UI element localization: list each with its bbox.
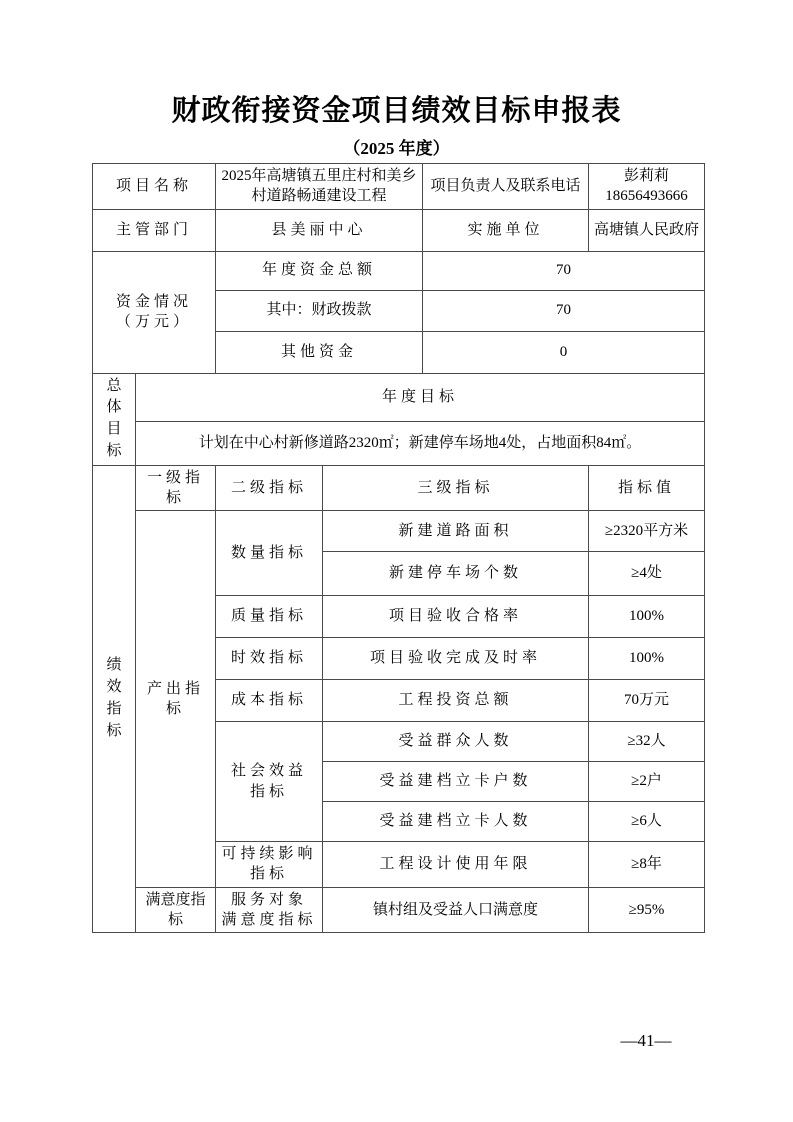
- table-row: [93, 373, 705, 421]
- indicator-value: 70万元: [589, 680, 705, 722]
- dept-value: 县美丽中心: [216, 209, 423, 251]
- indicator-value: 100%: [589, 638, 705, 680]
- indicator-name: 项目验收完成及时率: [323, 638, 589, 680]
- funds-fiscal-value: 70: [423, 290, 705, 331]
- performance-label-text: 绩效指标: [106, 657, 122, 739]
- indicator-value: ≥8年: [589, 842, 705, 888]
- page-subtitle: （2025 年度）: [343, 139, 450, 158]
- table-row: [93, 421, 705, 465]
- contact-value: 彭莉莉 18656493666: [589, 164, 705, 210]
- project-name-value: 2025年高塘镇五里庄村和美乡 村道路畅通建设工程: [216, 164, 423, 210]
- indicator-name: 新建道路面积: [323, 511, 589, 552]
- indicator-value: ≥2320平方米: [589, 511, 705, 552]
- level2-sustain: 可持续影响 指标: [216, 842, 323, 888]
- indicator-name: 项目验收合格率: [323, 596, 589, 638]
- annual-goal-text: 计划在中心村新修道路2320㎡；新建停车场地4处，占地面积84㎡。: [136, 421, 705, 465]
- dept-label: 主管部门: [93, 209, 216, 251]
- funds-total-value: 70: [423, 251, 705, 290]
- table-row: [93, 164, 705, 210]
- overall-goal-label-text: 总体目标: [106, 377, 122, 459]
- indicator-value: 100%: [589, 596, 705, 638]
- indicator-name: 工程设计使用年限: [323, 842, 589, 888]
- indicator-name: 工程投资总额: [323, 680, 589, 722]
- page-number: —41—: [620, 1031, 672, 1050]
- header-level3: 三级指标: [323, 465, 589, 511]
- funds-other-label: 其他资金: [216, 331, 423, 373]
- funds-total-label: 年度资金总额: [216, 251, 423, 290]
- indicator-value: ≥2户: [589, 762, 705, 802]
- indicator-name: 受益群众人数: [323, 722, 589, 762]
- indicator-name: 受益建档立卡人数: [323, 802, 589, 842]
- level2-service: 服务对象 满意度指标: [216, 887, 323, 933]
- funds-fiscal-label: 其中：财政拨款: [216, 290, 423, 331]
- level2-quantity: 数量指标: [216, 511, 323, 596]
- table-row: [93, 209, 705, 251]
- impl-value: 高塘镇人民政府: [589, 209, 705, 251]
- table-row: [93, 887, 705, 933]
- contact-label: 项目负责人及联系电话: [423, 164, 589, 210]
- declaration-table: [92, 163, 705, 933]
- performance-label: [93, 465, 136, 933]
- header-level1: 一级指标: [136, 465, 216, 511]
- project-name-label: 项目名称: [93, 164, 216, 210]
- level1-satisfaction: 满意度指标: [136, 887, 216, 933]
- indicator-value: ≥95%: [589, 887, 705, 933]
- table-row: [93, 511, 705, 552]
- page-title: 财政衔接资金项目绩效目标申报表: [171, 95, 622, 127]
- table-row: [93, 465, 705, 511]
- header-value: 指标值: [589, 465, 705, 511]
- funds-other-value: 0: [423, 331, 705, 373]
- level2-quality: 质量指标: [216, 596, 323, 638]
- level1-output: 产出指标: [136, 511, 216, 888]
- indicator-value: ≥32人: [589, 722, 705, 762]
- impl-label: 实施单位: [423, 209, 589, 251]
- overall-goal-label: [93, 373, 136, 465]
- table-row: [93, 251, 705, 290]
- level2-cost: 成本指标: [216, 680, 323, 722]
- indicator-name: 新建停车场个数: [323, 552, 589, 596]
- annual-goal-header: 年度目标: [136, 373, 705, 421]
- indicator-name: 受益建档立卡户数: [323, 762, 589, 802]
- indicator-value: ≥4处: [589, 552, 705, 596]
- level2-social: 社会效益 指标: [216, 722, 323, 842]
- indicator-name: 镇村组及受益人口满意度: [323, 887, 589, 933]
- header-level2: 二级指标: [216, 465, 323, 511]
- funds-label: 资金情况 （万元）: [93, 251, 216, 373]
- level2-timeliness: 时效指标: [216, 638, 323, 680]
- indicator-value: ≥6人: [589, 802, 705, 842]
